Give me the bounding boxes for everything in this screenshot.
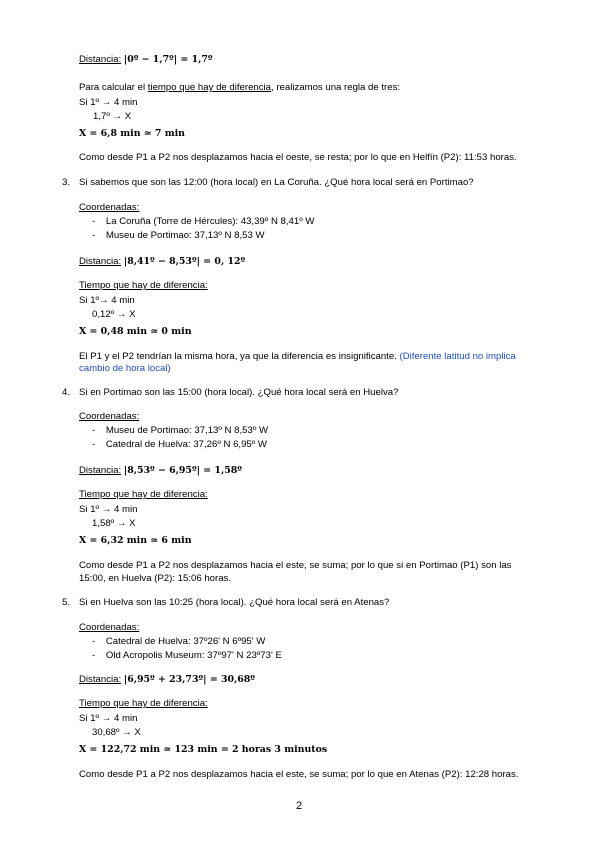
distance-label: Distancia: <box>79 54 122 65</box>
rule-line-1: Si 1º→ 4 min <box>79 295 135 306</box>
coordinate-text: Catedral de Huelva: 37º26' N 6º95' W <box>105 636 266 647</box>
distance-label: Distancia: <box>79 674 122 685</box>
question-number: 4. <box>62 387 71 398</box>
coordinate-text: Catedral de Huelva: 37,26º N 6,95º W <box>105 439 267 450</box>
conclusion-line-1: Como desde P1 a P2 nos desplazamos hacia el este, se suma; por lo que si en Portimao (P1) son las <box>79 560 512 571</box>
distance-expression: |8,41º − 8,53º| = 0, 12º <box>123 256 246 267</box>
coordinate-text: Old Acropolis Museum: 37º97' N 23º73' E <box>105 650 282 661</box>
distance-expression: |0º − 1,7º| = 1,7º <box>123 54 213 65</box>
distance-label: Distancia: <box>79 256 122 267</box>
question-number: 3. <box>62 177 71 188</box>
coordinate-text: La Coruña (Torre de Hércules): 43,39º N 8,41º W <box>105 216 315 227</box>
blue-note-continuation: cambio de hora local) <box>79 363 171 374</box>
coordinates-label: Coordenadas: <box>79 411 140 422</box>
distance-label: Distancia: <box>79 465 122 476</box>
x-result: X = 122,72 min ≃ 123 min = 2 horas 3 minutos <box>79 744 328 755</box>
rule-line-2: 1,58º → X <box>92 518 136 529</box>
blue-note: (Diferente latitud no implica <box>399 351 516 362</box>
coordinate-item: - La Coruña (Torre de Hércules): 43,39º N 8,41º W <box>92 216 315 227</box>
coordinate-item: - Museu de Portimao: 37,13º N 8,53 W <box>92 230 265 241</box>
coordinate-item: - Catedral de Huelva: 37º26' N 6º95' W <box>92 636 266 647</box>
distance-line <box>79 256 245 268</box>
intro-text: Para calcular el <box>79 82 148 93</box>
rule-line-1: Si 1º → 4 min <box>79 504 138 515</box>
distance-line <box>79 674 255 686</box>
coordinates-label: Coordenadas: <box>79 202 140 213</box>
rule-line-2: 30,68º → X <box>92 727 141 738</box>
distance-expression: |6,95º + 23,73º| = 30,68º <box>123 674 255 685</box>
question-number: 5. <box>62 597 71 608</box>
conclusion-text: El P1 y el P2 tendrían la misma hora, ya que la diferencia es insignificante. <box>79 351 397 362</box>
rule-line-1: Si 1º → 4 min <box>79 713 138 724</box>
distance-line <box>79 465 242 477</box>
time-difference-label: Tiempo que hay de diferencia: <box>79 489 208 500</box>
conclusion-line-2: 15:00, en Huelva (P2): 15:06 horas. <box>79 573 231 584</box>
distance-line <box>79 54 213 66</box>
time-difference-label: Tiempo que hay de diferencia: <box>79 698 208 709</box>
conclusion: Como desde P1 a P2 nos desplazamos hacia el este, se suma; por lo que en Atenas (P2): 12:28 horas. <box>79 769 519 780</box>
coordinates-label: Coordenadas: <box>79 622 140 633</box>
intro-text-end: , realizamos una regla de tres: <box>271 82 401 93</box>
coordinate-item: - Catedral de Huelva: 37,26º N 6,95º W <box>92 439 267 450</box>
page-number: 2 <box>296 800 303 812</box>
time-difference-term: tiempo que hay de diferencia <box>147 82 271 93</box>
intro-paragraph <box>79 82 400 94</box>
question-text: Si en Portimao son las 15:00 (hora local). ¿Qué hora local será en Huelva? <box>79 387 399 398</box>
rule-line-2: 0,12º → X <box>92 309 136 320</box>
question-text: Si sabemos que son las 12:00 (hora local) en La Coruña. ¿Qué hora local será en Portimao? <box>79 177 474 188</box>
x-result: X = 0,48 min ≃ 0 min <box>79 326 192 337</box>
x-result: X = 6,32 min ≃ 6 min <box>79 535 192 546</box>
x-result: X = 6,8 min ≃ 7 min <box>79 128 185 139</box>
coordinate-text: Museu de Portimao: 37,13º N 8,53 W <box>105 230 265 241</box>
question-text: Si en Huelva son las 10:25 (hora local). ¿Qué hora local será en Atenas? <box>79 597 390 608</box>
coordinate-item: - Museu de Portimao: 37,13º N 8,53º W <box>92 425 269 436</box>
distance-expression: |8,53º − 6,95º| = 1,58º <box>123 465 242 476</box>
rule-line-1: Si 1º → 4 min <box>79 97 138 108</box>
coordinate-item: - Old Acropolis Museum: 37º97' N 23º73' E <box>92 650 282 661</box>
conclusion: Como desde P1 a P2 nos desplazamos hacia el oeste, se resta; por lo que en Helfín (P2): 11:53 horas. <box>79 152 517 163</box>
rule-line-2: 1,7º → X <box>93 111 132 122</box>
coordinate-text: Museu de Portimao: 37,13º N 8,53º W <box>105 425 269 436</box>
time-difference-label: Tiempo que hay de diferencia: <box>79 280 208 291</box>
conclusion <box>79 351 516 363</box>
